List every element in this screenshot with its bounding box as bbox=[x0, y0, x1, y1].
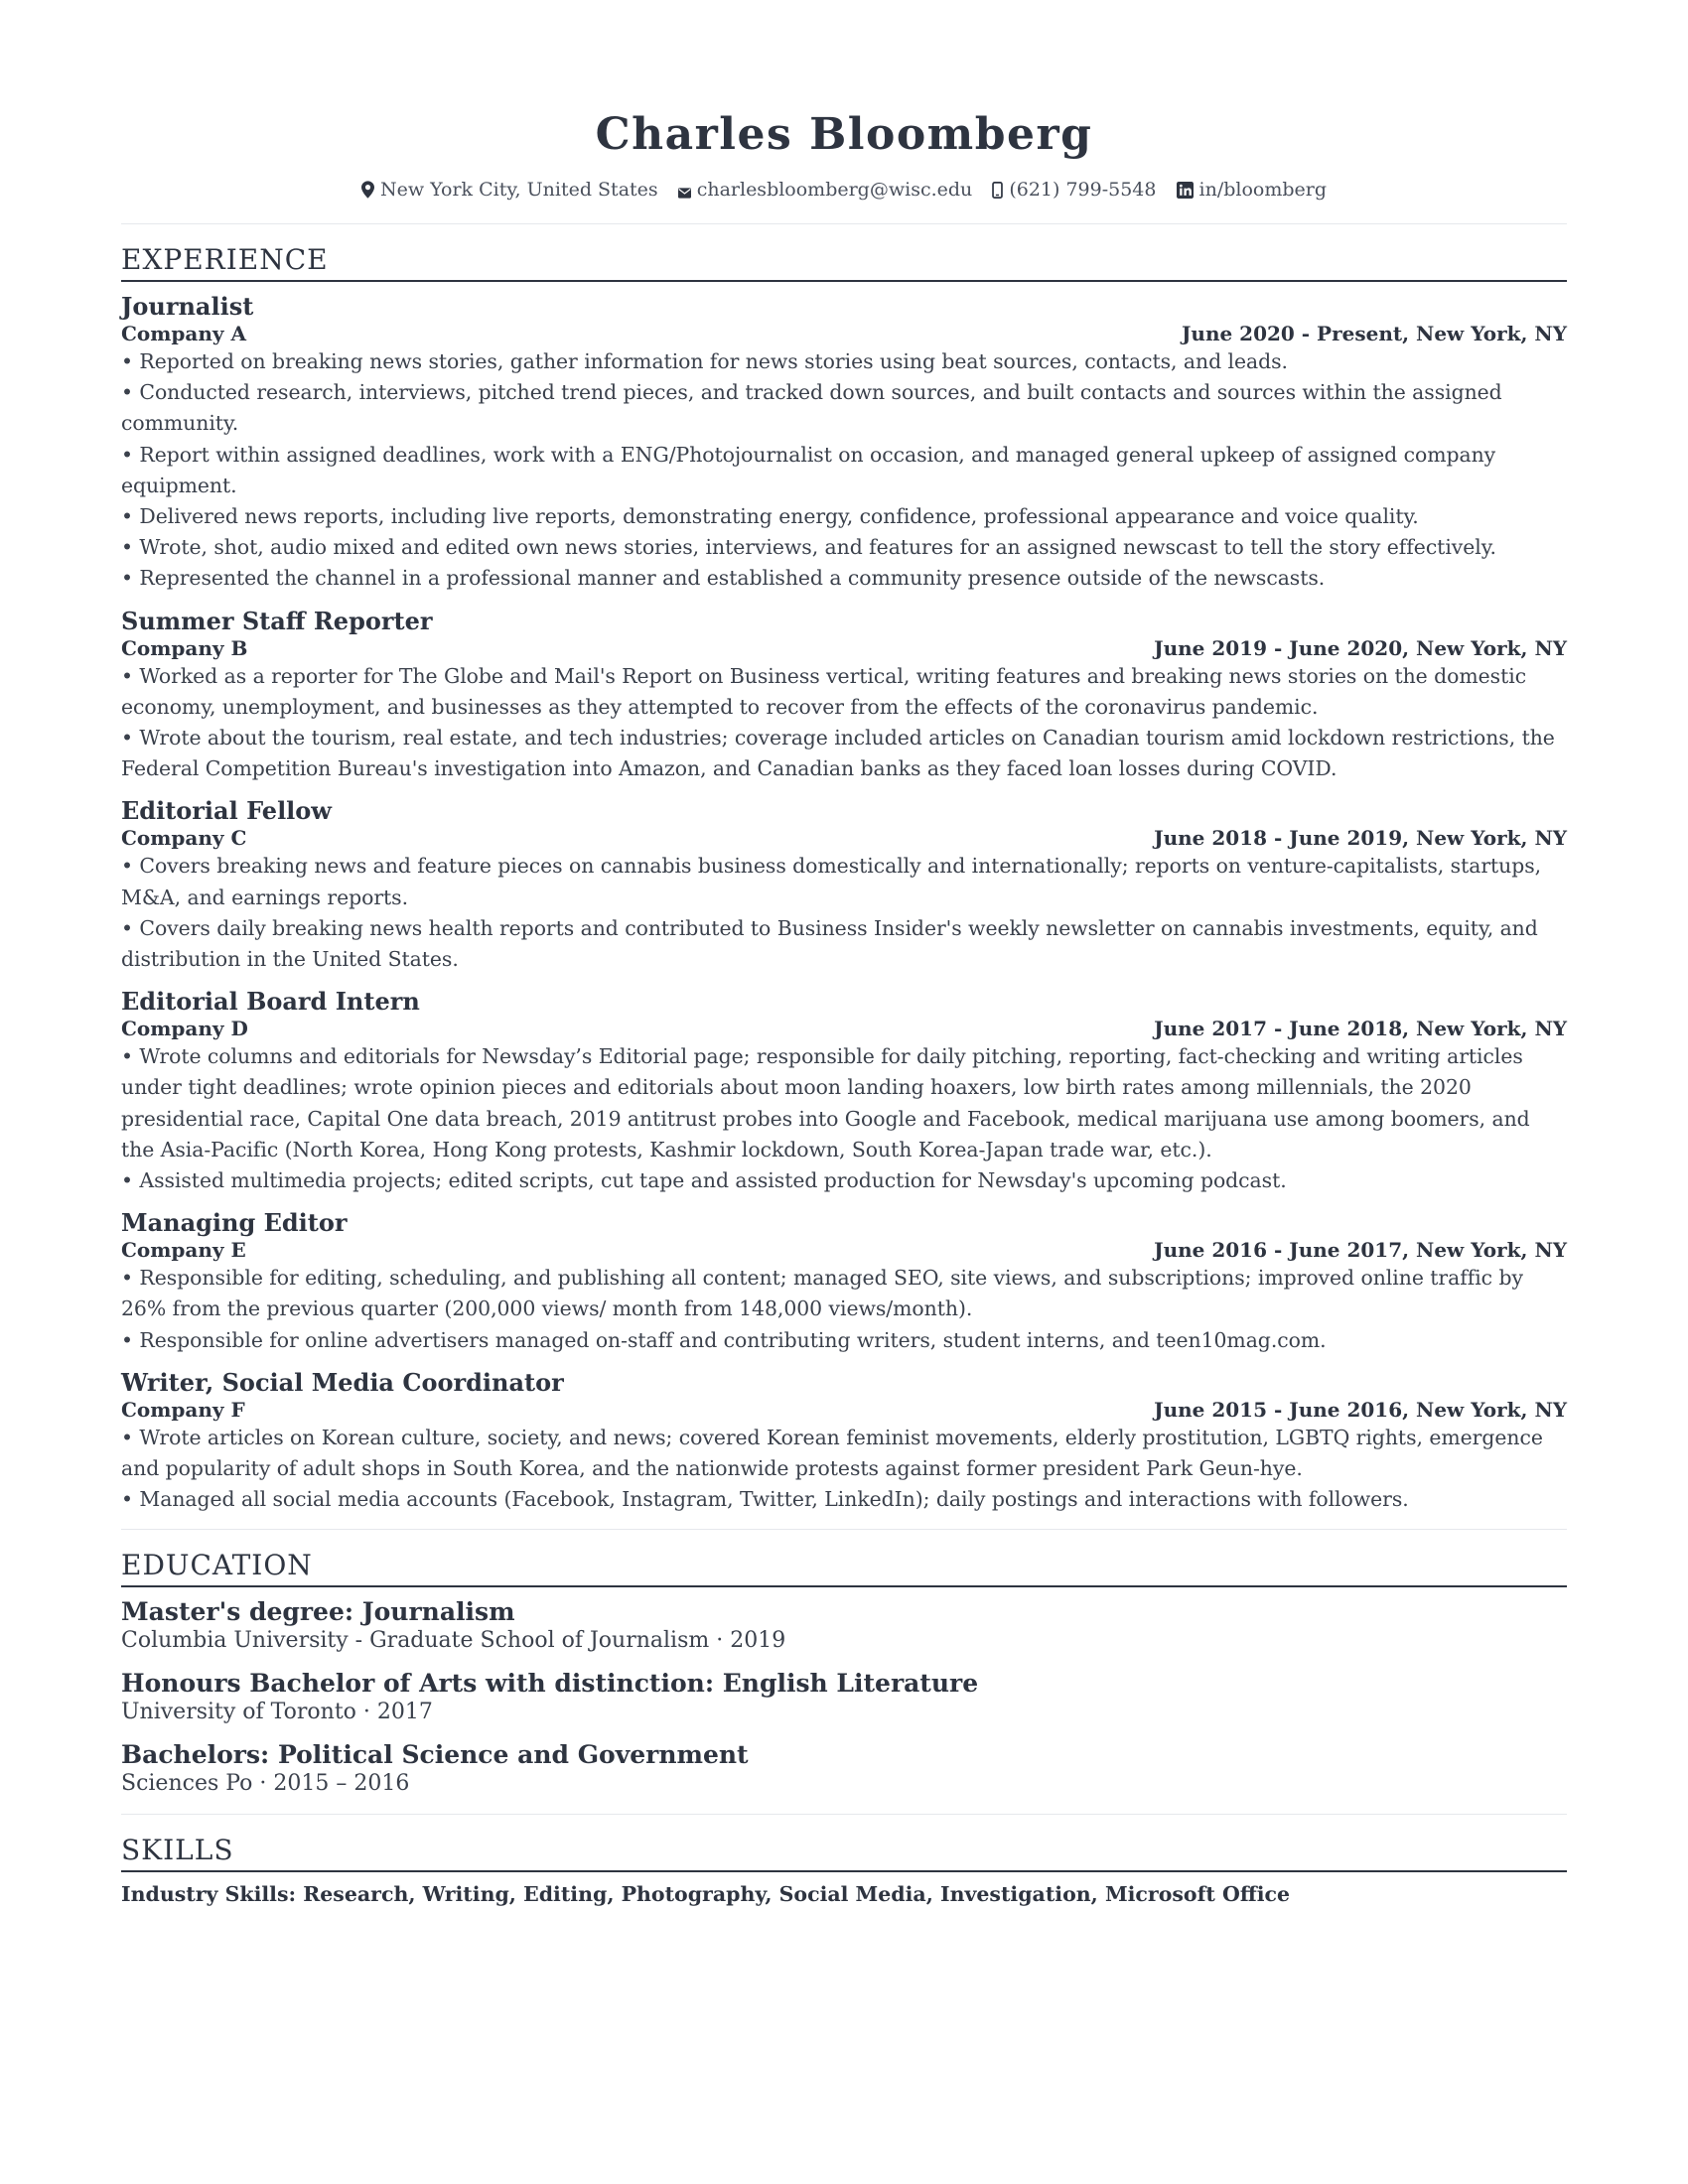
job-entry bbox=[121, 1368, 1567, 1516]
job-entry bbox=[121, 796, 1567, 975]
job-entry bbox=[121, 1208, 1567, 1356]
bullet-item: • Worked as a reporter for The Globe and Mail's Report on Business vertical, writing features and breaking news stories on the domestic economy, unemployment, and businesses as they attempted to recover from the effects of the coronavirus pandemic. bbox=[121, 663, 1527, 719]
school-detail: Sciences Po · 2015 – 2016 bbox=[121, 1771, 410, 1797]
bullet-item: • Wrote about the tourism, real estate, and tech industries; coverage included articles on Canadian tourism amid lockdown restrictions, the Federal Competition Bureau's investigation into Amazon, and Canadian banks as they faced loan losses during COVID. bbox=[121, 726, 1555, 781]
degree-title: Bachelors: Political Science and Government bbox=[121, 1740, 749, 1770]
job-entry bbox=[121, 987, 1567, 1196]
linkedin-text: in/bloomberg bbox=[1198, 179, 1328, 201]
experience-list bbox=[121, 292, 1567, 1515]
job-title: Journalist bbox=[121, 292, 254, 321]
job-subheading bbox=[121, 826, 1567, 851]
bullet-item: • Covers daily breaking news health reports and contributed to Business Insider's weekly newsletter on cannabis investments, equity, and distribution in the United States. bbox=[121, 915, 1538, 972]
contact-location bbox=[361, 178, 658, 202]
company-name: Company F bbox=[121, 1397, 245, 1422]
job-bullets bbox=[121, 1263, 1567, 1356]
location-text: New York City, United States bbox=[379, 179, 658, 201]
bullet-item: • Responsible for online advertisers managed on-staff and contributing writers, student interns, and teen10mag.com. bbox=[121, 1327, 1327, 1352]
skills-section bbox=[121, 1833, 1567, 1908]
education-divider bbox=[121, 1814, 1567, 1815]
education-list bbox=[121, 1597, 1567, 1798]
job-bullets bbox=[121, 1423, 1567, 1516]
job-title: Editorial Board Intern bbox=[121, 987, 420, 1017]
phone-icon bbox=[992, 182, 1003, 199]
education-entry bbox=[121, 1597, 1567, 1655]
company-name: Company D bbox=[121, 1017, 248, 1041]
job-dates-location: June 2018 - June 2019, New York, NY bbox=[1154, 826, 1567, 851]
linkedin-icon bbox=[1177, 182, 1194, 199]
company-name: Company B bbox=[121, 635, 248, 660]
school-detail: Columbia University - Graduate School of Journalism · 2019 bbox=[121, 1628, 786, 1654]
education-entry bbox=[121, 1669, 1567, 1726]
job-subheading bbox=[121, 322, 1567, 346]
job-title: Writer, Social Media Coordinator bbox=[121, 1367, 564, 1397]
bullet-item: • Covers breaking news and feature pieces on cannabis business domestically and internationally; reports on venture-capitalists, startups, M&A, and earnings reports. bbox=[121, 854, 1542, 909]
experience-section bbox=[121, 242, 1567, 1515]
degree-title: Honours Bachelor of Arts with distinction: English Literature bbox=[121, 1669, 979, 1699]
bullet-item: • Assisted multimedia projects; edited scripts, cut tape and assisted production for Newsday's upcoming podcast. bbox=[121, 1168, 1287, 1193]
job-subheading bbox=[121, 1238, 1567, 1263]
company-name: Company A bbox=[121, 322, 247, 345]
bullet-item: • Represented the channel in a professional manner and established a community presence outside of the newscasts. bbox=[121, 566, 1326, 591]
job-bullets bbox=[121, 661, 1567, 785]
bullet-item: • Responsible for editing, scheduling, and publishing all content; managed SEO, site views, and subscriptions; improved online traffic by 26% from the previous quarter (200,000 views/ month from 148,000 views/month). bbox=[121, 1266, 1523, 1321]
bullet-item: • Wrote, shot, audio mixed and edited own news stories, interviews, and features for an assigned newscast to tell the story effectively. bbox=[121, 535, 1496, 560]
map-pin-icon bbox=[361, 181, 374, 199]
bullet-item: • Report within assigned deadlines, work with a ENG/Photojournalist on occasion, and managed general upkeep of assigned company equipment. bbox=[121, 442, 1496, 497]
company-name: Company C bbox=[121, 826, 247, 851]
job-title: Summer Staff Reporter bbox=[121, 606, 433, 635]
job-dates-location: June 2019 - June 2020, New York, NY bbox=[1154, 635, 1567, 660]
header-divider bbox=[121, 223, 1567, 224]
job-bullets bbox=[121, 1041, 1567, 1196]
candidate-name: Charles Bloomberg bbox=[595, 109, 1093, 160]
job-subheading bbox=[121, 1017, 1567, 1041]
contact-email[interactable] bbox=[678, 178, 973, 202]
bullet-item: • Managed all social media accounts (Facebook, Instagram, Twitter, LinkedIn); daily postings and interactions with followers. bbox=[121, 1487, 1409, 1512]
resume-header bbox=[121, 107, 1567, 202]
experience-heading: EXPERIENCE bbox=[121, 242, 1567, 282]
experience-divider bbox=[121, 1529, 1567, 1530]
job-dates-location: June 2017 - June 2018, New York, NY bbox=[1154, 1017, 1567, 1041]
job-entry bbox=[121, 292, 1567, 595]
skills-heading: SKILLS bbox=[121, 1833, 1567, 1872]
job-dates-location: June 2020 - Present, New York, NY bbox=[1181, 322, 1567, 345]
job-title: Editorial Fellow bbox=[121, 796, 332, 826]
email-text: charlesbloomberg@wisc.edu bbox=[696, 179, 973, 201]
job-entry bbox=[121, 607, 1567, 785]
job-subheading bbox=[121, 636, 1567, 661]
education-heading: EDUCATION bbox=[121, 1548, 1567, 1587]
job-title: Managing Editor bbox=[121, 1208, 348, 1238]
job-dates-location: June 2016 - June 2017, New York, NY bbox=[1154, 1238, 1567, 1263]
bullet-item: • Reported on breaking news stories, gather information for news stories using beat sources, contacts, and leads. bbox=[121, 349, 1288, 373]
education-section bbox=[121, 1548, 1567, 1798]
job-bullets bbox=[121, 851, 1567, 975]
bullet-item: • Wrote columns and editorials for Newsday’s Editorial page; responsible for daily pitching, reporting, fact-checking and writing articles under tight deadlines; wrote opinion pieces and editorials about moon landing hoaxers, low birth rates among millennials, the 2020 presidential race, Capital One data breach, 2019 antitrust probes into Google and Facebook, medical marijuana use among boomers, and the Asia-Pacific (North Korea, Hong Kong protests, Kashmir lockdown, South Korea-Japan trade war, etc.). bbox=[121, 1044, 1530, 1161]
job-dates-location: June 2015 - June 2016, New York, NY bbox=[1154, 1397, 1567, 1422]
bullet-item: • Delivered news reports, including live reports, demonstrating energy, confidence, professional appearance and voice quality. bbox=[121, 504, 1419, 529]
degree-title: Master's degree: Journalism bbox=[121, 1597, 515, 1627]
job-subheading bbox=[121, 1398, 1567, 1423]
bullet-item: • Conducted research, interviews, pitched trend pieces, and tracked down sources, and built contacts and sources within the assigned community. bbox=[121, 380, 1502, 436]
bullet-item: • Wrote articles on Korean culture, society, and news; covered Korean feminist movements, elderly prostitution, LGBTQ rights, emergence and popularity of adult shops in South Korea, and the nationwide protests against former president Park Geun-hye. bbox=[121, 1425, 1543, 1481]
contact-bar bbox=[121, 177, 1567, 202]
company-name: Company E bbox=[121, 1238, 246, 1263]
school-detail: University of Toronto · 2017 bbox=[121, 1700, 433, 1725]
phone-text: (621) 799-5548 bbox=[1009, 179, 1157, 201]
contact-phone[interactable] bbox=[992, 178, 1156, 202]
skills-line: Industry Skills: Research, Writing, Editing, Photography, Social Media, Investigation, Microsoft Office bbox=[121, 1882, 1291, 1907]
education-entry bbox=[121, 1740, 1567, 1798]
job-bullets bbox=[121, 346, 1567, 595]
envelope-icon bbox=[678, 188, 691, 199]
contact-linkedin[interactable] bbox=[1177, 178, 1328, 202]
